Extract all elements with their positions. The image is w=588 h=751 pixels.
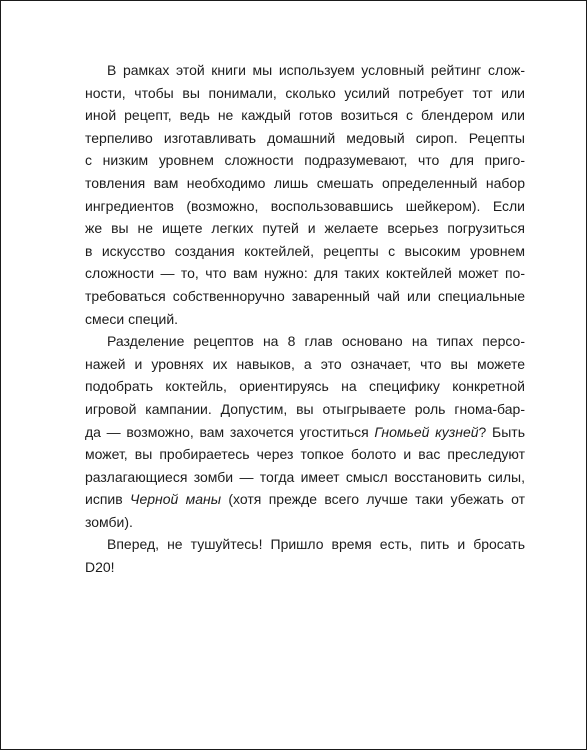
text-line: разлагающиеся зомби — тогда имеет смысл восстановить силы, [85, 468, 525, 485]
text-line: Вперед, не тушуйтесь! Пришло время есть, пить и бросать [107, 536, 525, 553]
text-line: иной рецепт, ведь не каждый готов возиться с блендером или [85, 107, 525, 124]
text-line: может, вы пробираетесь через топкое болото и вас преследуют [85, 446, 525, 463]
text-line: В рамках этой книги мы используем условный рейтинг слож- [107, 62, 525, 78]
text-line: зомби). [85, 513, 133, 530]
body-text [85, 59, 525, 579]
text-line: подобрать коктейль, ориентируясь на специфику конкретной [85, 378, 525, 395]
text-segment: испив [85, 491, 131, 508]
text-line: же вы не ищете легких путей и желаете всерьез погрузиться [85, 220, 525, 237]
text-line: ности, чтобы вы понимали, сколько усилий потребует тот или [85, 84, 525, 101]
text-segment: ? Быть [478, 423, 525, 440]
text-line [85, 488, 525, 511]
text-line: нажей и уровнях их навыков, а это означает, что вы можете [85, 355, 525, 372]
text-line [85, 421, 525, 444]
text-segment: (хотя прежде всего лучше таки убежать от [221, 491, 525, 508]
text-line: D20! [85, 559, 115, 576]
cocktail-name-gnome-forge: Гномьей кузней [374, 423, 479, 440]
text-line: ингредиентов (возможно, воспользовавшись шейкером). Если [85, 197, 525, 214]
text-line: с низким уровнем сложности подразумевают, что для приго- [85, 152, 525, 169]
text-line: требоваться собственноручно заваренный чай или специальные [85, 287, 525, 304]
text-line: сложности — то, что вам нужно: для таких коктейлей может по- [85, 265, 525, 282]
text-line: терпеливо изготавливать домашний медовый сироп. Рецепты [85, 129, 525, 146]
paragraph-chapters [85, 330, 525, 533]
paragraph-difficulty [85, 59, 525, 330]
text-line: товления вам необходимо лишь смешать определенный набор [85, 174, 525, 191]
text-line: в искусство создания коктейлей, рецепты с высоким уровнем [85, 242, 525, 259]
text-line: Разделение рецептов на 8 глав основано на типах персо- [107, 333, 525, 350]
text-segment: да — возможно, вам захочется угоститься [85, 423, 375, 440]
paragraph-closing [85, 533, 525, 578]
cocktail-name-black-mana: Черной маны [130, 491, 222, 508]
text-line: смеси специй. [85, 310, 179, 327]
text-line: игровой кампании. Допустим, вы отыгрываете роль гнома-бар- [85, 400, 525, 417]
